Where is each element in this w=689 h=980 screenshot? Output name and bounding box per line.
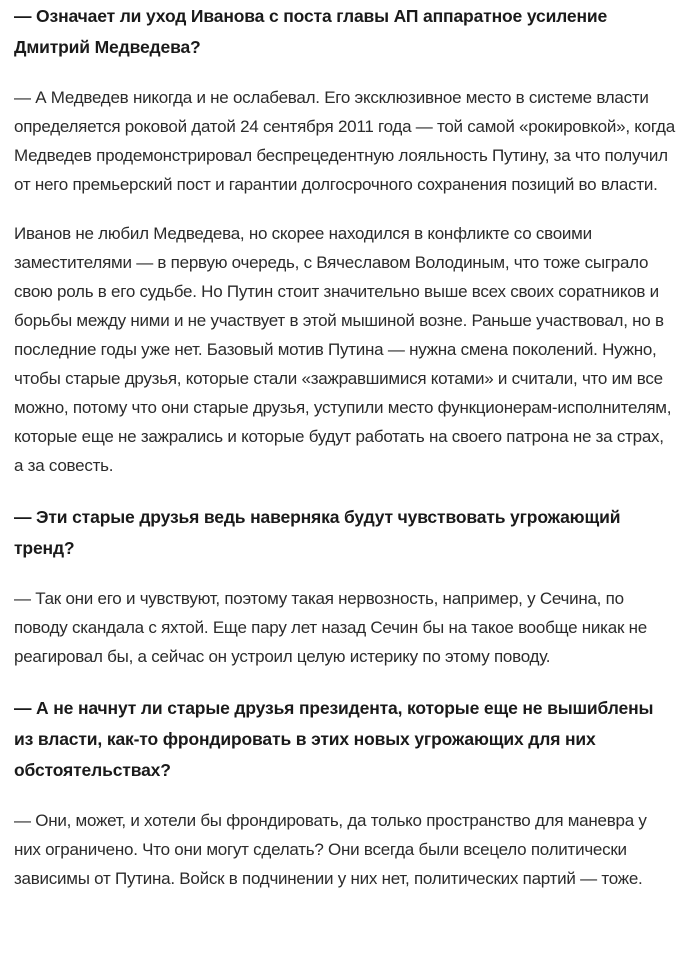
interview-answer-1-paragraph-1: — А Медведев никогда и не ослабевал. Его эксклюзивное место в системе власти определяется роковой датой 24 сентября 2011 года — той самой «рокировкой», когда Медведев продемонстрировал беспрецедентную лояльность Путину, за что получил от него премьерский пост и гарантии долгосрочного сохранения позиций во власти.	[14, 88, 675, 194]
interview-question-3: — А не начнут ли старые друзья президента, которые еще не вышиблены из власти, как-то фрондировать в этих новых угрожающих для них обстоятельствах?	[14, 698, 654, 780]
interview-answer-3: — Они, может, и хотели бы фрондировать, да только пространство для маневра у них ограничено. Что они могут сделать? Они всегда были всецело политически зависимы от Путина. Войск в подчинении у них нет, политических партий — тоже.	[14, 811, 647, 888]
interview-question-2: — Эти старые друзья ведь наверняка будут чувствовать угрожающий тренд?	[14, 507, 621, 558]
article-body	[14, 1, 675, 893]
interview-question-1: — Означает ли уход Иванова с поста главы АП аппаратное усиление Дмитрий Медведева?	[14, 6, 608, 57]
interview-answer-2: — Так они его и чувствуют, поэтому такая нервозность, например, у Сечина, по поводу скандала с яхтой. Еще пару лет назад Сечин бы на такое вообще никак не реагировал бы, а сейчас он устроил целую истерику по этому поводу.	[14, 589, 647, 666]
interview-answer-1-paragraph-2: Иванов не любил Медведева, но скорее находился в конфликте со своими заместителями — в первую очередь, с Вячеславом Володиным, что тоже сыграло свою роль в его судьбе. Но Путин стоит значительно выше всех своих соратников и борьбы между ними и не участвует в этой мышиной возне. Раньше участвовал, но в последние годы уже нет. Базовый мотив Путина — нужна смена поколений. Нужно, чтобы старые друзья, которые стали «зажравшимися котами» и считали, что им все можно, потому что они старые друзья, уступили место функционерам-исполнителям, которые еще не зажрались и которые будут работать на своего патрона не за страх, а за совесть.	[14, 224, 672, 475]
